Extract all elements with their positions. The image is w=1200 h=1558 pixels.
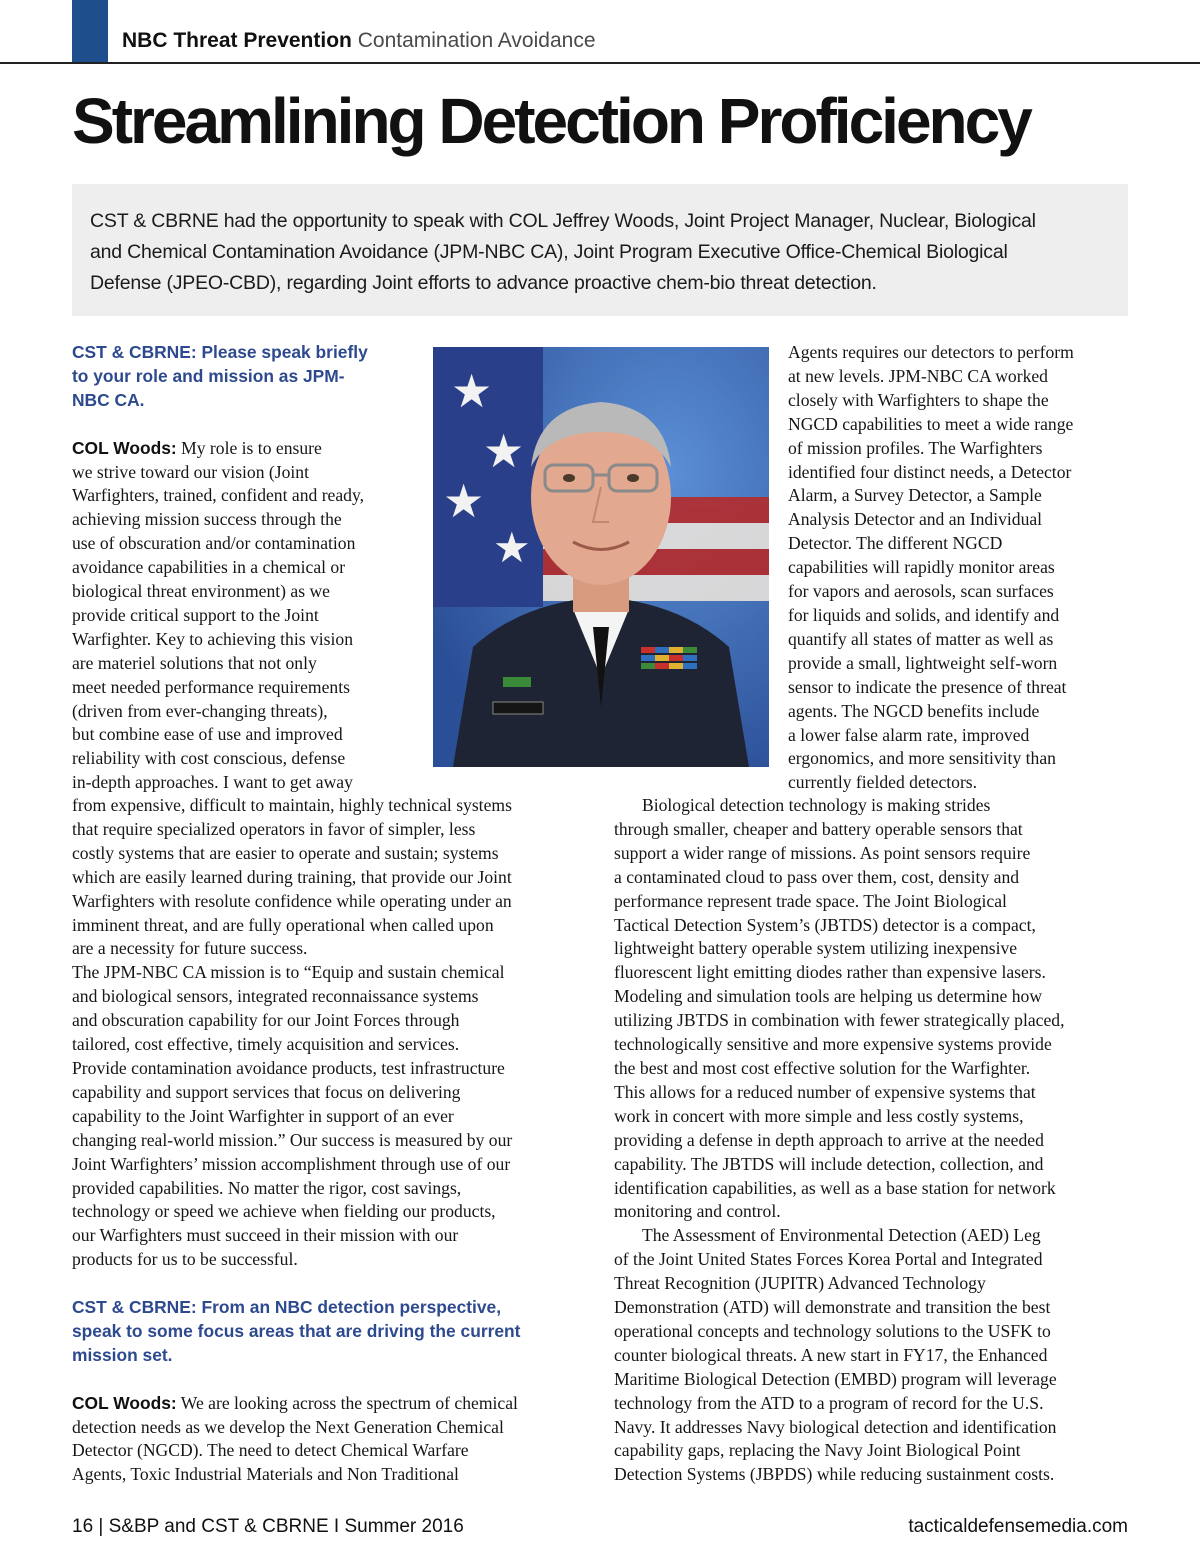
answer-line: technology or speed we achieve when fielding our products, [72,1201,496,1222]
body-line: for liquids and solids, and identify and [788,604,1060,625]
body-line: Tactical Detection System’s (JBTDS) detector is a compact, [614,914,1036,935]
answer-line: Joint Warfighters’ mission accomplishment through use of our [72,1153,511,1174]
body-line: Navy. It addresses Navy biological detection and identification [614,1416,1057,1437]
answer-line: biological threat environment) as we [72,581,330,602]
body-line: capabilities will rapidly monitor areas [788,557,1055,578]
answer-line: The JPM-NBC CA mission is to “Equip and sustain chemical [72,962,505,983]
answer-line: Provide contamination avoidance products, test infrastructure [72,1057,505,1078]
body-line: technologically sensitive and more expensive systems provide [614,1034,1052,1055]
answer-line: Detector (NGCD). The need to detect Chemical Warfare [72,1440,469,1461]
section-header [122,29,596,53]
answer-line: provided capabilities. No matter the rigor, cost savings, [72,1177,462,1198]
answer-1-narrow [72,437,422,796]
body-line: capability. The JBTDS will include detection, collection, and [614,1153,1044,1174]
answer-line: (driven from ever-changing threats), [72,700,328,721]
portrait-illustration [433,347,769,767]
answer-line: and obscuration capability for our Joint Forces through [72,1010,460,1031]
answer-2 [72,1392,592,1488]
body-line: capability gaps, replacing the Navy Joint Biological Point [614,1440,1021,1461]
answer-line: achieving mission success through the [72,509,342,530]
answer-line: Agents, Toxic Industrial Materials and Non Traditional [72,1464,459,1485]
answer-line: are a necessity for future success. [72,938,308,959]
left-column-top [72,341,422,795]
answer-1-wide [72,794,592,1272]
body-line: Modeling and simulation tools are helping us determine how [614,986,1043,1007]
headline: Streamlining Detection Proficiency [72,85,1030,157]
section-title: NBC Threat Prevention [122,29,352,52]
answer-line: Warfighter. Key to achieving this vision [72,628,354,649]
header-accent-bar [72,0,108,62]
answer-line: but combine ease of use and improved [72,724,343,745]
right-column-bottom [614,794,1140,1487]
intro-text [90,206,1100,299]
answer-line: reliability with cost conscious, defense [72,748,346,769]
body-line: provide a small, lightweight self-worn [788,652,1058,673]
body-line: Maritime Biological Detection (EMBD) program will leverage [614,1368,1057,1389]
answer-line: costly systems that are easier to operate and sustain; systems [72,842,499,863]
body-line: a contaminated cloud to pass over them, cost, density and [614,866,1020,887]
answer-line: provide critical support to the Joint [72,604,319,625]
speaker-label: COL Woods: [72,437,177,458]
answer-line: tailored, cost effective, timely acquisition and services. [72,1034,460,1055]
svg-text:★: ★ [451,364,493,418]
svg-text:★: ★ [483,424,525,478]
body-line: identification capabilities, as well as a base station for network [614,1177,1056,1198]
question-line: NBC CA. [72,389,145,410]
answer-line: detection needs as we develop the Next Generation Chemical [72,1416,504,1437]
answer-line: which are easily learned during training, that provide our Joint [72,866,512,887]
svg-text:★: ★ [443,474,485,528]
body-line: counter biological threats. A new start in FY17, the Enhanced [614,1344,1048,1365]
answer-line: our Warfighters must succeed in their mission with our [72,1225,459,1246]
intro-box [72,184,1128,316]
body-line: The Assessment of Environmental Detection (AED) Leg [642,1225,1041,1246]
body-line: agents. The NGCD benefits include [788,700,1040,721]
body-line: Analysis Detector and an Individual [788,509,1043,530]
body-line: performance represent trade space. The Joint Biological [614,890,1007,911]
body-line: the best and most cost effective solution for the Warfighter. [614,1057,1031,1078]
answer-line: changing real-world mission.” Our success is measured by our [72,1129,513,1150]
answer-text: My role is to ensure [181,437,322,458]
portrait-photo [433,347,769,767]
body-line: Detector. The different NGCD [788,533,1003,554]
body-line: support a wider range of missions. As point sensors require [614,842,1031,863]
answer-line: Warfighters with resolute confidence while operating under an [72,890,512,911]
answer-line: Warfighters, trained, confident and ready, [72,485,365,506]
body-line: identified four distinct needs, a Detector [788,461,1072,482]
question-1 [72,341,422,413]
body-line: currently fielded detectors. [788,772,978,793]
body-line: closely with Warfighters to shape the [788,389,1049,410]
answer-line [72,1392,592,1416]
answer-line: are materiel solutions that not only [72,652,317,673]
section-subtitle: Contamination Avoidance [357,29,596,52]
answer-line: meet needed performance requirements [72,676,350,697]
body-line: Biological detection technology is making strides [642,795,991,815]
right-paragraph-2 [614,794,1140,1224]
body-line: monitoring and control. [614,1201,781,1222]
intro-line: CST & CBRNE had the opportunity to speak with COL Jeffrey Woods, Joint Project Manager, Nuclear, Biological [90,210,1036,232]
answer-line: capability and support services that focus on delivering [72,1081,461,1102]
answer-line: in-depth approaches. I want to get away [72,772,353,793]
right-column-top [788,341,1138,795]
answer-line: products for us to be successful. [72,1249,298,1270]
body-line: Demonstration (ATD) will demonstrate and transition the best [614,1297,1051,1318]
question-line: CST & CBRNE: From an NBC detection perspective, [72,1297,502,1318]
page-footer: 16 | S&BP and CST & CBRNE I Summer 2016 [72,1516,464,1537]
speaker-label: COL Woods: [72,1392,177,1413]
body-line: Agents requires our detectors to perform [788,342,1074,362]
left-column-bottom [72,794,592,1487]
right-paragraph-3 [614,1224,1140,1487]
body-line: sensor to indicate the presence of threat [788,676,1067,697]
body-line: This allows for a reduced number of expensive systems that [614,1081,1036,1102]
intro-line: Defense (JPEO-CBD), regarding Joint efforts to advance proactive chem-bio threat detection. [90,272,877,294]
body-line: technology from the ATD to a program of record for the U.S. [614,1392,1044,1413]
body-line: of mission profiles. The Warfighters [788,437,1043,458]
body-line: Threat Recognition (JUPITR) Advanced Technology [614,1273,986,1294]
body-line: at new levels. JPM-NBC CA worked [788,365,1048,386]
answer-line: capability to the Joint Warfighter in support of an ever [72,1105,454,1126]
question-line: mission set. [72,1344,173,1365]
body-line: lightweight battery operable system utilizing inexpensive [614,938,1018,959]
body-line: fluorescent light emitting diodes rather than expensive lasers. [614,962,1046,983]
answer-line: from expensive, difficult to maintain, highly technical systems [72,795,512,815]
body-line: ergonomics, and more sensitivity than [788,748,1056,769]
question-line: to your role and mission as JPM- [72,365,345,386]
body-line: Alarm, a Survey Detector, a Sample [788,485,1042,506]
question-line: speak to some focus areas that are driving the current [72,1320,521,1341]
body-line: Detection Systems (JBPDS) while reducing sustainment costs. [614,1464,1055,1485]
body-line: quantify all states of matter as well as [788,628,1054,649]
answer-line: imminent threat, and are fully operational when called upon [72,914,494,935]
answer-text: We are looking across the spectrum of chemical [180,1392,518,1413]
body-line: for vapors and aerosols, scan surfaces [788,581,1054,602]
body-line: of the Joint United States Forces Korea Portal and Integrated [614,1249,1043,1270]
body-line: through smaller, cheaper and battery operable sensors that [614,818,1023,839]
body-line: NGCD capabilities to meet a wide range [788,413,1074,434]
answer-line: and biological sensors, integrated reconnaissance systems [72,986,479,1007]
intro-line: and Chemical Contamination Avoidance (JPM-NBC CA), Joint Program Executive Office-Chemical Biological [90,241,1008,263]
question-line: CST & CBRNE: Please speak briefly [72,342,368,362]
answer-line [72,437,422,461]
header-rule [0,62,1200,64]
answer-line: that require specialized operators in favor of simpler, less [72,818,476,839]
footer-website[interactable]: tacticaldefensemedia.com [908,1516,1128,1537]
body-line: providing a defense in depth approach to arrive at the needed [614,1129,1044,1150]
answer-line: we strive toward our vision (Joint [72,461,309,482]
question-2 [72,1296,592,1368]
body-line: a lower false alarm rate, improved [788,724,1030,745]
body-line: work in concert with more simple and less costly systems, [614,1105,1024,1126]
body-line: utilizing JBTDS in combination with fewer strategically placed, [614,1010,1065,1031]
right-paragraph-1 [788,341,1138,795]
body-line: operational concepts and technology solutions to the USFK to [614,1320,1051,1341]
svg-text:★: ★ [493,523,531,572]
answer-line: use of obscuration and/or contamination [72,533,356,554]
answer-line: avoidance capabilities in a chemical or [72,557,346,578]
